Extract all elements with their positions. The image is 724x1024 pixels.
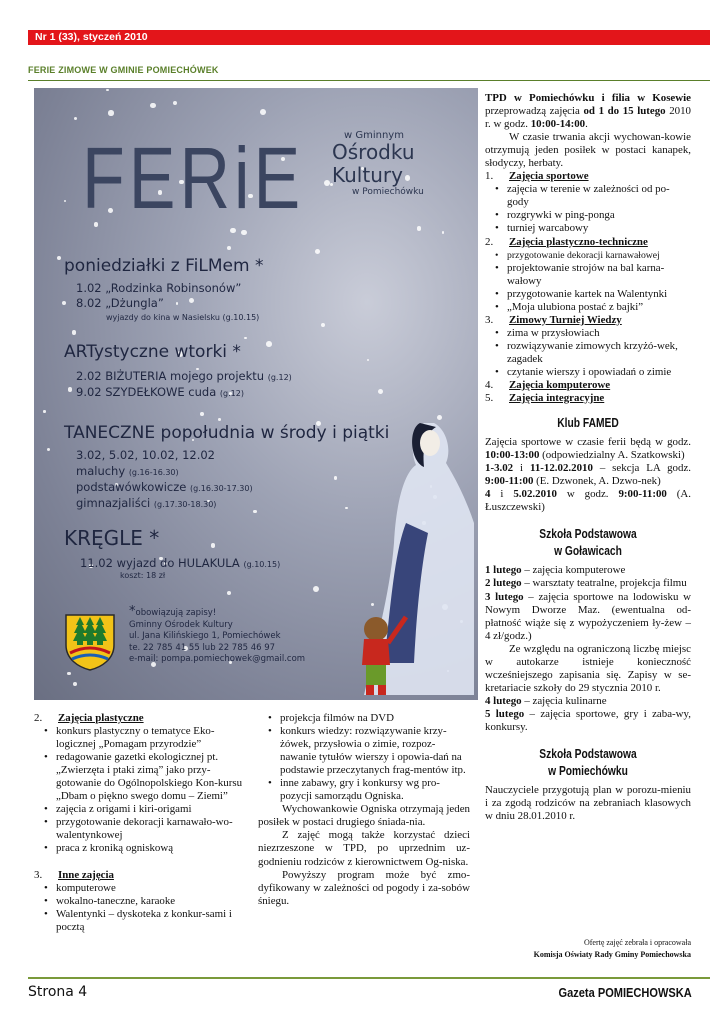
bullet-item: • rozgrywki w ping-ponga xyxy=(485,209,691,222)
middle-bottom-column xyxy=(258,712,470,908)
snowflake xyxy=(106,89,109,92)
snowflake xyxy=(189,298,194,303)
bullet-item: • projekcja filmów na DVD xyxy=(258,712,470,725)
bowling-item: 11.02 wyjazd do HULAKULA (g.10.15) xyxy=(80,556,281,570)
left-bottom-column xyxy=(34,712,246,934)
snowflake xyxy=(211,543,215,547)
list-item-heading: 4. Zajęcia komputerowe xyxy=(485,379,611,392)
bowling-heading: KRĘGLE * xyxy=(64,526,160,550)
poster-organizer-line3: Kultury xyxy=(332,163,403,187)
snowflake xyxy=(313,586,319,592)
snowflake xyxy=(260,109,266,115)
tpd-intro: TPD w Pomiechówku i filia w Kosewie przeprowadzą zajęcia od 1 do 15 lutego 2010 r. w godz. 10:00-14:00. xyxy=(485,92,691,131)
paragraph: W czasie trwania akcji wychowan-kowie otrzymują jeden posiłek w postaci kanapek, słodyczy, herbaty. xyxy=(485,131,691,170)
snowflake xyxy=(200,412,204,416)
tuesday-item: 2.02 BIŻUTERIA mojego projektu (g.12) xyxy=(76,369,292,383)
paragraph: Ze względu na ograniczoną liczbę miejsc w autokarze istnieje konieczność wcześniejszego zapisania się. Zapisy w se-kretariacie szkoły do 29 stycznia 2010 r. xyxy=(485,642,691,694)
poster-title: FERiE xyxy=(82,129,305,227)
bullet-item: • projektowanie strojów na bal karna-wałowy xyxy=(485,262,691,288)
snowflake xyxy=(57,256,61,260)
bullet-item: • konkurs plastyczny o tematyce Eko-logicznej „Pomagam przyrodzie” xyxy=(34,725,246,751)
snowflake xyxy=(253,510,257,514)
list-item-heading: 5. Zajęcia integracyjne xyxy=(485,392,605,405)
list-item-heading: 3. Zimowy Turniej Wiedzy xyxy=(485,313,622,326)
snowflake xyxy=(227,591,231,595)
snowflake xyxy=(266,341,272,347)
bullet-item: • konkurs wiedzy: rozwiązywanie krzy-żówek, przysłowia o zimie, rozpoz-nawanie tytułów wierszy i opowia-dań na podstawie przeczytanych frag-mentów itp. xyxy=(258,725,470,777)
snowflake xyxy=(324,180,330,186)
golawice-schedule xyxy=(485,564,691,642)
bullet-item: • Walentynki – dyskoteka z konkur-sami i pocztą xyxy=(34,908,246,934)
list-item-heading: 3. Inne zajęcia xyxy=(34,868,114,881)
poster-contact: *obowiązują zapisy! Gminny Ośrodek Kultury ul. Jana Kilińskiego 1, Pomiechówek te. 22 785 41 55 lub 22 785 46 97 e-mail: pompa.pomiechowek@gmail.com xyxy=(129,604,306,664)
schedule-item: 1 lutego – zajęcia komputerowe xyxy=(485,564,626,577)
dance-dates: 3.02, 5.02, 10.02, 12.02 xyxy=(76,448,215,462)
poster-organizer xyxy=(332,130,442,197)
monday-heading: poniedziałki z FiLMem * xyxy=(64,256,264,276)
bullet-item: • czytanie wierszy i opowiadań o zimie xyxy=(485,366,691,379)
schedule-item: 2 lutego – warsztaty teatralne, projekcja filmu xyxy=(485,577,687,590)
poster-organizer-line1: w Gminnym xyxy=(344,130,404,141)
snowflake xyxy=(417,226,422,231)
snowflake xyxy=(74,117,78,121)
bullet-item: • redagowanie gazetki ekologicznej pt. „Zwierzęta i ptaki zimą” jako przy-gotowanie do Ogólnopolskiego Kon-kursu „Dbam o piękno swego domu – Ziemi” xyxy=(34,751,246,803)
snowflake xyxy=(218,418,221,421)
page-number: Strona 4 xyxy=(28,984,88,1000)
snowflake xyxy=(43,410,45,412)
paragraph: Z zajęć mogą także korzystać dzieci niezrzeszone w TPD, po uprzednim uz-godnieniu rodziców z kierownictwem Og-niska. xyxy=(258,829,470,868)
bullet-item: • wokalno-taneczne, karaoke xyxy=(34,895,246,908)
snowflake xyxy=(244,337,246,339)
snowflake xyxy=(442,231,444,233)
monday-item: 8.02 „Dżungla” xyxy=(76,296,164,310)
snowflake xyxy=(378,389,383,394)
snowflake xyxy=(315,249,320,254)
dance-group: gimnazjaliści (g.17.30-18.30) xyxy=(76,496,217,510)
issue-label: Nr 1 (33), styczeń 2010 xyxy=(35,31,148,43)
list-item-heading: 2. Zajęcia plastyczne xyxy=(34,712,144,724)
tpd-activity-list xyxy=(485,170,691,405)
dance-group: maluchy (g.16-16.30) xyxy=(76,464,179,478)
snowflake xyxy=(68,387,73,392)
bullet-list xyxy=(34,725,246,855)
bullet-item: • zajęcia z origami i kiri-origami xyxy=(34,803,246,816)
snowflake xyxy=(73,682,77,686)
paragraph: Nauczyciele przygotują plan w porozu-mieniu i za zgodą rodziców na zebraniach klasowych w dniu 28.01.2010 r. xyxy=(485,784,691,823)
section-title: FERIE ZIMOWE W GMINIE POMIECHÓWEK xyxy=(28,65,219,75)
bullet-item: • inne zabawy, gry i konkursy wg pro-pozycji samorządu Ogniska. xyxy=(258,777,470,803)
bullet-item: • praca z kroniką ogniskową xyxy=(34,842,246,855)
list-item-heading: 1. Zajęcia sportowe xyxy=(485,170,589,183)
tuesday-heading: ARTystyczne wtorki * xyxy=(64,342,241,362)
bullet-list xyxy=(485,327,691,379)
credit-note: Ofertę zajęć zebrała i opracowała Komisja Oświaty Rady Gminy Pomiechowska xyxy=(533,938,691,959)
snowflake xyxy=(62,301,66,305)
snowflake xyxy=(176,302,178,304)
famed-heading: Klub FAMED xyxy=(557,416,619,431)
bullet-item: • zajęcia w terenie w zależności od po-gody xyxy=(485,183,691,209)
schedule-item: 5 lutego – zajęcia sportowe, gry i zaba-wy, konkursy. xyxy=(485,707,691,733)
pomiechowek-heading: Szkoła Podstawowa w Pomiechówku xyxy=(539,747,637,779)
dance-group: podstawówkowicze (g.16.30-17.30) xyxy=(76,480,253,494)
snowflake xyxy=(47,448,50,451)
bullet-item: • przygotowanie kartek na Walentynki xyxy=(485,288,691,301)
golawice-schedule xyxy=(485,695,691,734)
right-column xyxy=(485,92,691,823)
schedule-item: 3 lutego – zajęcia sportowe na lodowisku w Nowym Dworze Maz. (ewentualna od-płatność wiąże się z wypożyczeniem ły-żew – 4 zł/godz.) xyxy=(485,590,691,642)
monday-item: 1.02 „Rodzinka Robinsonów” xyxy=(76,281,242,295)
snowflake xyxy=(227,246,231,250)
bullet-item: • rozwiązywanie zimowych krzyżó-wek, zagadek xyxy=(485,340,691,366)
dance-heading: TANECZNE popołudnia w środy i piątki xyxy=(64,423,390,443)
bullet-item: • „Moja ulubiona postać z bajki” xyxy=(485,301,691,314)
bullet-item: • przygotowanie dekoracji karnawało-wo-walentynkowej xyxy=(34,816,246,842)
gmina-crest-icon xyxy=(64,613,116,671)
golawice-heading: Szkoła Podstawowa w Goławicach xyxy=(539,527,637,559)
paragraph: 1-3.02 i 11-12.02.2010 – sekcja LA godz. 9:00-11:00 (E. Dzwonek, A. Dzwo-nek) xyxy=(485,462,691,488)
bullet-list xyxy=(34,882,246,934)
bullet-item: • zima w przysłowiach xyxy=(485,327,691,340)
bullet-item: • turniej warcabowy xyxy=(485,222,691,235)
schedule-item: 4 lutego – zajęcia kulinarne xyxy=(485,694,607,707)
monday-note: wyjazdy do kina w Nasielsku (g.10.15) xyxy=(106,313,260,322)
ferie-poster xyxy=(34,88,478,700)
bowling-cost: koszt: 18 zł xyxy=(120,571,166,580)
snowflake xyxy=(173,101,177,105)
snow-queen-illustration-icon xyxy=(324,403,474,698)
paragraph: 4 i 5.02.2010 w godz. 9:00-11:00 (A. Łuszczewski) xyxy=(485,488,691,514)
issue-bar xyxy=(28,30,710,45)
bullet-list xyxy=(485,249,691,314)
bullet-list xyxy=(258,712,470,803)
snowflake xyxy=(230,228,236,234)
list-item-heading: 2. Zajęcia plastyczno-techniczne xyxy=(485,235,648,248)
poster-organizer-line4: w Pomiechówku xyxy=(352,187,424,197)
newspaper-name: Gazeta POMIECHOWSKA xyxy=(558,985,692,1000)
tuesday-item: 9.02 SZYDEŁKOWE cuda (g.12) xyxy=(76,385,244,399)
bullet-item: • komputerowe xyxy=(34,882,246,895)
snowflake xyxy=(241,230,247,236)
poster-organizer-line2: Ośrodku xyxy=(332,140,415,164)
paragraph: Zajęcia sportowe w czasie ferii będą w godz. 10:00-13:00 (odpowiedzialny A. Szatkowski) xyxy=(485,436,691,462)
snowflake xyxy=(150,103,156,109)
section-rule xyxy=(28,80,710,81)
paragraph: Wychowankowie Ogniska otrzymają jeden posiłek w postaci drugiego śniada-nia. xyxy=(258,803,470,829)
snowflake xyxy=(108,110,113,115)
bullet-item: • przygotowanie dekoracji karnawałowej xyxy=(485,249,691,262)
snowflake xyxy=(67,672,71,676)
bullet-list xyxy=(485,183,691,235)
snowflake xyxy=(64,200,66,202)
snowflake xyxy=(72,330,76,334)
snowflake xyxy=(367,359,369,361)
paragraph: Powyższy program może być zmo-dyfikowany w zależności od pogody i za-sobów śniegu. xyxy=(258,868,470,907)
snowflake xyxy=(321,323,325,327)
footer-rule xyxy=(28,977,710,979)
